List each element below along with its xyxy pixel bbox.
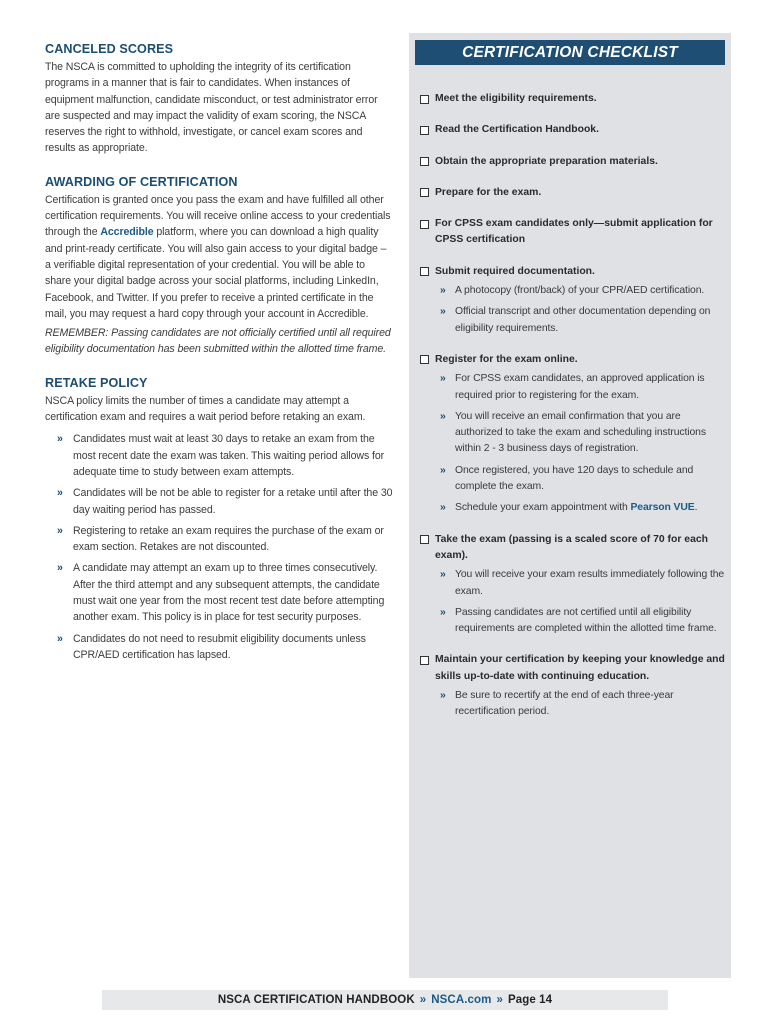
awarding-heading: AWARDING OF CERTIFICATION (45, 174, 238, 189)
bullet-chevron-icon: » (57, 562, 63, 575)
checkbox-icon (420, 220, 429, 229)
checklist-sub-list (420, 567, 725, 637)
list-item: » You will receive an email confirmation that you are authorized to take the exam and scheduling instructions within 2 - 3 business days of registration. (440, 410, 706, 455)
checkbox-icon (420, 535, 429, 544)
checklist-sub-list (420, 688, 725, 721)
awarding-text (45, 192, 393, 322)
checklist-item (420, 154, 725, 170)
awarding-text-a: Certification is granted once you pass the exam and have fulfilled all other certification requirements. You will receive online access to your credentials through the (45, 193, 391, 239)
retake-heading: RETAKE POLICY (45, 375, 148, 390)
checkbox-icon (420, 267, 429, 276)
list-item: » Passing candidates are not certified until all eligibility requirements are completed within the allotted time frame. (440, 606, 717, 635)
chevron-separator-icon: » (419, 994, 427, 1006)
retake-section (45, 376, 393, 663)
list-item: » Once registered, you have 120 days to schedule and complete the exam. (440, 464, 694, 493)
list-item: » For CPSS exam candidates, an approved application is required prior to registering for the exam. (440, 373, 705, 401)
checklist-row (420, 185, 725, 201)
checklist-item-text: Take the exam (passing is a scaled score of 70 for each exam). (435, 533, 708, 561)
list-item: » Candidates do not need to resubmit eligibility documents unless CPR/AED certification has lapsed. (57, 632, 366, 661)
checklist-item (420, 122, 725, 138)
awarding-text-b: platform, where you can download a high quality and print-ready certificate. You will also gain access to your digital badge – a verifiable digital representation of your credential. You will be able to share your digital badge across your social platforms, including LinkedIn, Facebook, and Twitter. If you prefer to receive a printed certificate in the mail, you may request a hard copy through your account in Accredible. (45, 226, 387, 320)
checklist-item-text: Obtain the appropriate preparation materials. (435, 155, 658, 167)
list-item: » Be sure to recertify at the end of each three-year recertification period. (440, 690, 674, 718)
list-item: » Candidates must wait at least 30 days to retake an exam from the most recent date the exam was taken. This waiting period allows for adequate time to study between exam attempts. (57, 433, 385, 478)
checklist-sub-list (420, 283, 725, 337)
checklist-item (420, 185, 725, 201)
checklist-item (420, 652, 725, 720)
list-item: » A photocopy (front/back) of your CPR/AED certification. (420, 283, 725, 299)
checkbox-icon (420, 126, 429, 135)
checklist-row (420, 264, 725, 280)
accredible-link[interactable]: Accredible (100, 226, 154, 239)
bullet-chevron-icon: » (440, 410, 446, 422)
checklist-row (420, 216, 725, 249)
checklist-row (420, 122, 725, 138)
checklist-item-text: Register for the exam online. (435, 353, 578, 365)
bullet-chevron-icon: » (57, 487, 63, 500)
checkbox-icon (420, 95, 429, 104)
bullet-chevron-icon: » (57, 524, 63, 537)
chevron-separator-icon: » (496, 994, 503, 1006)
list-item: » A candidate may attempt an exam up to three times consecutively. After the third attempt and any subsequent attempts, the candidate must wait one year from the most recent test date before attempting another exam. This policy is in place for test security purposes. (57, 562, 385, 624)
checklist-row (420, 652, 725, 685)
checklist-item-text: Read the Certification Handbook. (435, 124, 599, 136)
checklist-item (420, 352, 725, 517)
checklist-row (420, 154, 725, 170)
checkbox-icon (420, 656, 429, 665)
list-item: » Registering to retake an exam requires the purchase of the exam or exam section. Retakes are not discounted. (57, 524, 384, 554)
remember-note: REMEMBER: Passing candidates are not officially certified until all required eligibility documentation has been submitted within the allotted time frame. (45, 327, 391, 356)
checklist-item-text: Meet the eligibility requirements. (435, 93, 597, 104)
checklist-item (420, 216, 725, 249)
checklist-row (420, 352, 725, 368)
retake-intro: NSCA policy limits the number of times a candidate may attempt a certification exam and requires a wait period before retaking an exam. (45, 394, 366, 424)
checklist-row (420, 532, 725, 565)
bullet-chevron-icon: » (440, 285, 446, 297)
bullet-chevron-icon: » (440, 464, 446, 476)
footer-page-number: Page 14 (507, 994, 553, 1006)
retake-bullet-list (45, 431, 393, 663)
footer-handbook-title: NSCA CERTIFICATION HANDBOOK (217, 994, 415, 1006)
bullet-chevron-icon: » (57, 632, 63, 645)
checklist-heading: CERTIFICATION CHECKLIST (415, 40, 725, 65)
bullet-chevron-icon: » (440, 373, 446, 385)
list-item: » Official transcript and other documentation depending on eligibility requirements. (440, 306, 711, 334)
awarding-section (45, 175, 393, 358)
canceled-scores-heading: CANCELED SCORES (45, 42, 174, 56)
bullet-chevron-icon: » (440, 690, 446, 702)
bullet-chevron-icon: » (57, 433, 63, 446)
checklist-item-text: Prepare for the exam. (435, 186, 542, 198)
canceled-scores-section (45, 42, 393, 157)
list-item: » Schedule your exam appointment with Pearson VUE. (420, 500, 725, 516)
list-item: » You will receive your exam results immediately following the exam. (440, 569, 725, 597)
checklist-row (420, 91, 725, 107)
checklist-item-text: Submit required documentation. (435, 265, 595, 277)
bullet-chevron-icon: » (440, 606, 446, 618)
checklist-panel (409, 33, 731, 978)
checklist-item (420, 91, 725, 107)
footer-site-link[interactable]: NSCA.com (431, 994, 492, 1006)
checklist-item-text: For CPSS exam candidates only—submit application for CPSS certification (435, 218, 713, 246)
checkbox-icon (420, 157, 429, 166)
list-item: » Candidates will be not be able to register for a retake until after the 30 day waiting period has passed. (57, 487, 393, 516)
canceled-scores-text: The NSCA is committed to upholding the integrity of its certification programs in a manner that is fair to candidates. When instances of equipment malfunction, candidate misconduct, or test administrator error are suspected and may impact the validity of exam scoring, the NSCA reserves the right to withhold, investigate, or cancel exam scores and results as appropriate. (45, 61, 378, 155)
page-footer (102, 990, 668, 1010)
checklist-item (420, 264, 725, 337)
checklist-item-text: Maintain your certification by keeping your knowledge and skills up-to-date with continuing education. (435, 654, 725, 682)
checkbox-icon (420, 188, 429, 197)
pearson-vue-link[interactable]: Pearson VUE (630, 502, 695, 514)
checklist-item (420, 532, 725, 638)
bullet-chevron-icon: » (440, 306, 446, 318)
left-column (45, 42, 393, 681)
bullet-chevron-icon: » (440, 569, 446, 581)
checklist-sub-list (420, 371, 725, 516)
bullet-chevron-icon: » (440, 502, 446, 514)
checklist (420, 91, 725, 736)
checkbox-icon (420, 355, 429, 364)
